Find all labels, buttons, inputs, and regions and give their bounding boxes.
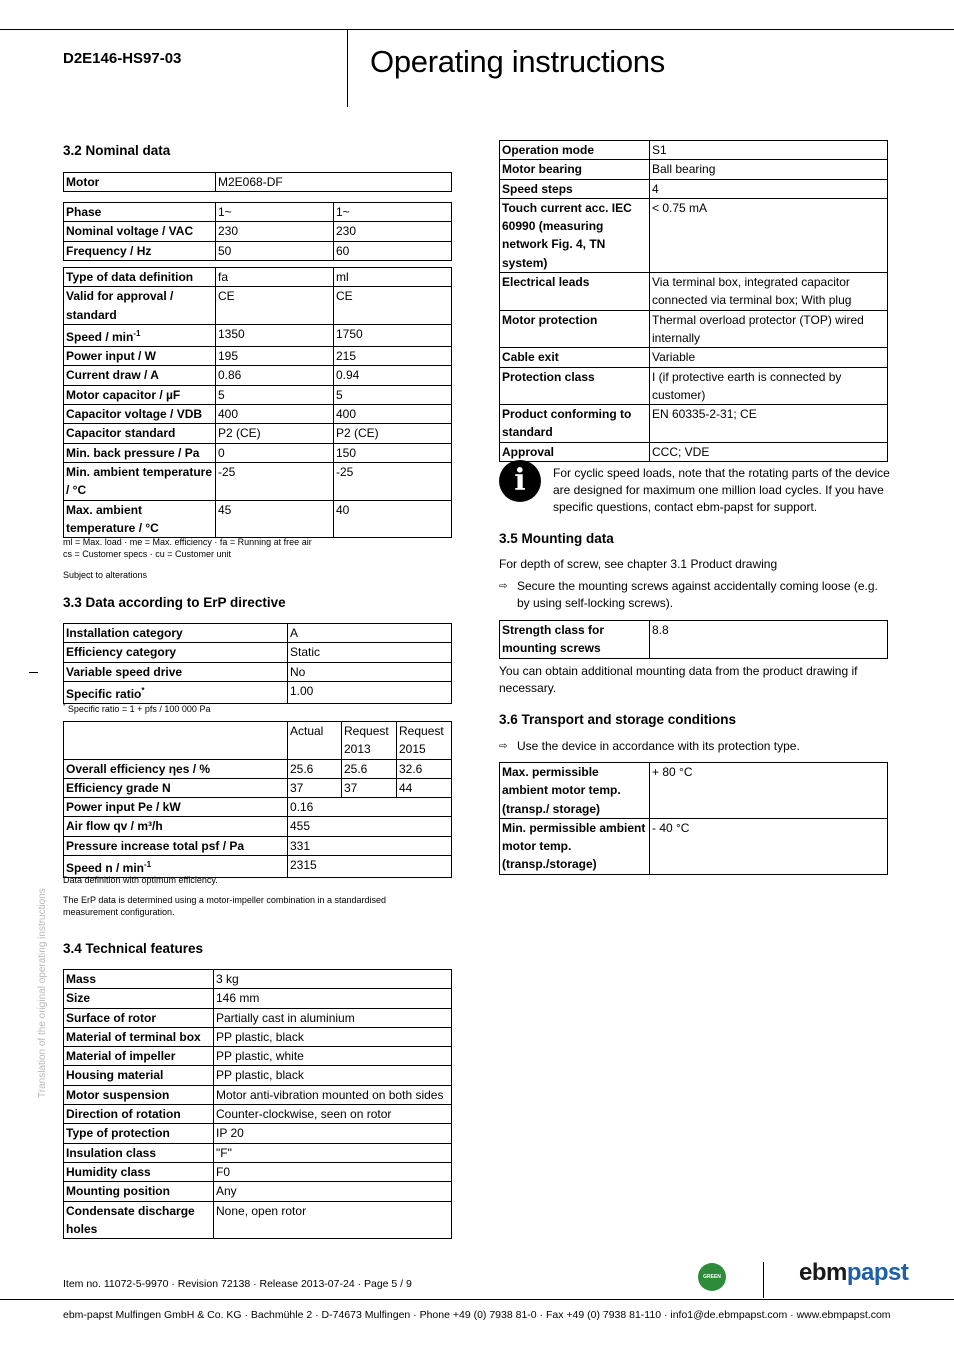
table-value: -25 [216, 462, 334, 500]
table-value: 25.6 [342, 759, 397, 778]
table-row [64, 643, 452, 662]
table-value: 455 [288, 817, 452, 836]
nominal-data-table [63, 267, 452, 538]
table-value: 230 [334, 222, 452, 241]
table-key [64, 624, 288, 643]
table-key-text: Type of protection [66, 1126, 170, 1141]
table-key-superscript: * [141, 685, 145, 695]
table-key [64, 500, 216, 538]
table-value: - 40 °C [650, 818, 888, 874]
footer-logo-divider [763, 1262, 764, 1298]
arrow-icon: ⇨ [499, 741, 508, 752]
table-key-text: Valid for approval / standard [66, 289, 174, 322]
erp-category-table [63, 623, 452, 704]
table-value: S1 [650, 141, 888, 160]
table-key-text: Speed / min [66, 329, 134, 344]
table-value: Variable [650, 348, 888, 367]
ebmpapst-logo: ebmpapst [799, 1259, 909, 1286]
table-value: 5 [334, 385, 452, 404]
table-key-text: Variable speed drive [66, 664, 183, 679]
section-heading-transport: 3.6 Transport and storage conditions [499, 712, 737, 727]
table-value: Counter-clockwise, seen on rotor [214, 1105, 452, 1124]
motor-table [63, 172, 452, 192]
specific-ratio-footnote: * Specific ratio = 1 + pfs / 100 000 Pa [63, 704, 211, 714]
transport-bullet: ⇨ Use the device in accordance with its protection type. [499, 739, 800, 753]
table-value: 0.16 [288, 798, 452, 817]
table-key [64, 778, 288, 797]
table-row [64, 1105, 452, 1124]
table-key-text: Humidity class [66, 1164, 151, 1179]
table-key-text: Pressure increase total psf / Pa [66, 838, 245, 853]
table-row [64, 443, 452, 462]
arrow-icon: ⇨ [499, 581, 508, 592]
table-value: M2E068-DF [216, 173, 452, 192]
table-key [64, 836, 288, 855]
table-row [64, 1182, 452, 1201]
table-value: No [288, 662, 452, 681]
table-row [64, 324, 452, 346]
table-row [64, 1085, 452, 1104]
table-value: 1.00 [288, 681, 452, 703]
table-key-text: Motor bearing [502, 162, 582, 177]
table-value: Partially cast in aluminium [214, 1008, 452, 1027]
table-key-text: Speed n / min [66, 861, 145, 876]
table-value: A [288, 624, 452, 643]
legend-line-2: cs = Customer specs · cu = Customer unit [63, 549, 232, 559]
table-key-text: Cable exit [502, 350, 559, 365]
table-value: 146 mm [214, 989, 452, 1008]
table-key [64, 1162, 214, 1181]
table-key-text: Min. back pressure / Pa [66, 445, 200, 460]
table-value: 230 [216, 222, 334, 241]
table-key [64, 662, 288, 681]
table-key [64, 1105, 214, 1124]
table-value: 5 [216, 385, 334, 404]
table-key [64, 970, 214, 989]
table-key-text: Min. ambient temperature / °C [66, 464, 213, 498]
table-value: 44 [397, 778, 452, 797]
table-value: 40 [334, 500, 452, 538]
section-heading-technical: 3.4 Technical features [63, 941, 204, 956]
table-key-text: Housing material [66, 1068, 164, 1083]
footer-company-line: ebm-papst Mulfingen GmbH & Co. KG · Bachmühle 2 · D-74673 Mulfingen · Phone +49 (0) 7938 81-0 · Fax +49 (0) 7938 81-110 · info1@de.ebmpapst.com · www.ebmpapst.com [63, 1309, 891, 1321]
table-value: 8.8 [650, 621, 888, 659]
table-row [64, 1066, 452, 1085]
table-key-text: Material of terminal box [66, 1029, 201, 1044]
table-row [64, 722, 452, 760]
table-row [64, 222, 452, 241]
table-key-text: Speed steps [502, 181, 573, 196]
green-tech-icon: GREEN TECH [698, 1263, 726, 1291]
table-key [64, 287, 216, 325]
mounting-table [499, 620, 888, 659]
transport-table [499, 762, 888, 875]
table-row [64, 970, 452, 989]
column-header: Request 2013 [342, 722, 397, 760]
table-key [64, 268, 216, 287]
table-value: -25 [334, 462, 452, 500]
table-value: Via terminal box, integrated capacitor connected via terminal box; With plug [650, 273, 888, 311]
table-value: PP plastic, black [214, 1066, 452, 1085]
table-value: 25.6 [288, 759, 342, 778]
table-value: 0.86 [216, 366, 334, 385]
table-key [64, 443, 216, 462]
table-row [500, 179, 888, 198]
table-value: 1~ [216, 203, 334, 222]
table-key [64, 222, 216, 241]
table-row [500, 273, 888, 311]
table-row [64, 287, 452, 325]
info-icon: i [499, 460, 541, 502]
table-key [64, 424, 216, 443]
table-value: fa [216, 268, 334, 287]
table-value: ml [334, 268, 452, 287]
erp-note-2: The ErP data is determined using a motor-impeller combination in a standardised measurement configuration. [63, 895, 387, 917]
table-key [500, 179, 650, 198]
table-key-text: Protection class [502, 369, 595, 384]
table-key-text: Surface of rotor [66, 1010, 157, 1025]
table-key-text: Touch current acc. IEC 60990 (measuring network Fig. 4, TN system) [502, 200, 632, 270]
document-title: Operating instructions [370, 44, 665, 79]
table-row [64, 366, 452, 385]
table-row [64, 1027, 452, 1046]
electrical-table [63, 202, 452, 261]
table-key [500, 273, 650, 311]
table-key [64, 1008, 214, 1027]
table-row [64, 1047, 452, 1066]
table-key-text: Motor protection [502, 312, 598, 327]
table-value: 32.6 [397, 759, 452, 778]
table-value: 1350 [216, 324, 334, 346]
table-row [64, 798, 452, 817]
table-key-text: Motor suspension [66, 1087, 170, 1102]
table-value: I (if protective earth is connected by customer) [650, 367, 888, 405]
table-key [500, 818, 650, 874]
table-key [64, 759, 288, 778]
table-key [64, 1047, 214, 1066]
table-key [500, 763, 650, 819]
table-key [64, 366, 216, 385]
subject-note: Subject to alterations [63, 570, 148, 580]
table-key-text: Max. permissible ambient motor temp. (transp./ storage) [502, 765, 621, 816]
table-key-text: Frequency / Hz [66, 243, 152, 258]
table-row [64, 1143, 452, 1162]
table-value: 331 [288, 836, 452, 855]
table-row [64, 1201, 452, 1239]
table-key [500, 367, 650, 405]
table-key [64, 1201, 214, 1239]
table-row [64, 385, 452, 404]
table-key-text: Max. ambient temperature / °C [66, 502, 159, 535]
section-heading-nominal: 3.2 Nominal data [63, 143, 171, 158]
table-key-text: Size [66, 991, 91, 1006]
table-key [64, 347, 216, 366]
table-key-text: Efficiency category [66, 645, 177, 660]
table-value: 1750 [334, 324, 452, 346]
table-row [500, 442, 888, 461]
table-key [64, 1027, 214, 1046]
table-key-text: Material of impeller [66, 1049, 176, 1064]
table-value: 195 [216, 347, 334, 366]
table-row [64, 817, 452, 836]
table-value: P2 (CE) [334, 424, 452, 443]
table-row [64, 268, 452, 287]
table-value: 0 [216, 443, 334, 462]
table-key-text: Nominal voltage / VAC [66, 224, 194, 239]
mounting-bullet: ⇨ Secure the mounting screws against accidentally coming loose (e.g. by using self-locking screws). [499, 579, 878, 610]
table-row [500, 621, 888, 659]
erp-efficiency-table [63, 721, 452, 878]
table-value: 215 [334, 347, 452, 366]
table-value: < 0.75 mA [650, 198, 888, 272]
table-key [64, 405, 216, 424]
table-row [64, 203, 452, 222]
table-key-text: Product conforming to standard [502, 407, 632, 440]
table-value: 60 [334, 241, 452, 260]
side-note: Translation of the original operating instructions [37, 888, 48, 1098]
table-row [64, 836, 452, 855]
section-heading-mounting: 3.5 Mounting data [499, 531, 614, 546]
table-value: 400 [216, 405, 334, 424]
table-row [64, 624, 452, 643]
table-value: P2 (CE) [216, 424, 334, 443]
table-key [500, 141, 650, 160]
table-value: CE [334, 287, 452, 325]
table-key-text: Capacitor standard [66, 426, 176, 441]
header-divider [347, 30, 348, 107]
table-key-text: Current draw / A [66, 368, 159, 383]
mounting-intro: For depth of screw, see chapter 3.1 Product drawing [499, 557, 778, 571]
table-value: 0.94 [334, 366, 452, 385]
table-key-superscript: -1 [144, 860, 152, 870]
table-row [64, 662, 452, 681]
table-row [64, 778, 452, 797]
table-key-text: Air flow qv / m³/h [66, 819, 163, 834]
table-value: None, open rotor [214, 1201, 452, 1239]
table-value: 50 [216, 241, 334, 260]
table-key-text: Overall efficiency ηes / % [66, 761, 211, 776]
column-header: Request 2015 [397, 722, 452, 760]
legend-line-1: ml = Max. load · me = Max. efficiency · fa = Running at free air [63, 537, 312, 547]
table-key [64, 989, 214, 1008]
table-key [64, 1124, 214, 1143]
table-value: EN 60335-2-31; CE [650, 405, 888, 443]
table-key [64, 643, 288, 662]
table-key [500, 442, 650, 461]
table-row [500, 405, 888, 443]
table-key [64, 203, 216, 222]
footer-item-line: Item no. 11072-5-9970 · Revision 72138 · Release 2013-07-24 · Page 5 / 9 [63, 1278, 412, 1290]
table-row [64, 1162, 452, 1181]
table-key-text: Condensate discharge holes [66, 1203, 195, 1236]
section-heading-erp: 3.3 Data according to ErP directive [63, 595, 286, 610]
table-key [64, 798, 288, 817]
table-key-text: Efficiency grade N [66, 780, 171, 795]
table-value: 150 [334, 443, 452, 462]
table-value: CCC; VDE [650, 442, 888, 461]
table-key-text: Power input / W [66, 349, 156, 364]
model-number: D2E146-HS97-03 [63, 50, 182, 67]
table-row [64, 241, 452, 260]
table-key-text: Motor capacitor / µF [66, 387, 181, 402]
footer-rule [0, 1299, 954, 1300]
table-row [500, 348, 888, 367]
table-key-text: Capacitor voltage / VDB [66, 407, 203, 422]
table-key-text: Direction of rotation [66, 1107, 181, 1122]
table-value: IP 20 [214, 1124, 452, 1143]
table-key [64, 1066, 214, 1085]
table-key: Motor [64, 173, 216, 192]
table-key [64, 1085, 214, 1104]
table-key-text: Phase [66, 205, 102, 219]
table-key [64, 1182, 214, 1201]
table-key [500, 348, 650, 367]
table-row [64, 989, 452, 1008]
table-value: PP plastic, black [214, 1027, 452, 1046]
table-value: Ball bearing [650, 160, 888, 179]
table-key [64, 1143, 214, 1162]
table-row [500, 160, 888, 179]
table-row [64, 500, 452, 538]
table-key: Strength class for mounting screws [500, 621, 650, 659]
info-note: For cyclic speed loads, note that the rotating parts of the device are designed for maximum one million load cycles. If you have specific questions, contact ebm-papst for support. [553, 466, 890, 514]
table-key-text: Mass [66, 972, 97, 986]
table-value: + 80 °C [650, 763, 888, 819]
table-value: PP plastic, white [214, 1047, 452, 1066]
table-row [64, 1124, 452, 1143]
table-value: 3 kg [214, 970, 452, 989]
table-row [64, 173, 452, 192]
table-key [500, 160, 650, 179]
table-key [500, 310, 650, 348]
table-row [500, 367, 888, 405]
table-row [64, 405, 452, 424]
table-value: Motor anti-vibration mounted on both sides [214, 1085, 452, 1104]
table-value: "F" [214, 1143, 452, 1162]
table-key-text: Specific ratio [66, 686, 142, 701]
table-value: 45 [216, 500, 334, 538]
column-header: Actual [288, 722, 342, 760]
table-key [64, 462, 216, 500]
table-key-superscript: -1 [133, 328, 141, 338]
table-key [500, 198, 650, 272]
table-value: 400 [334, 405, 452, 424]
table-key-text: Operation mode [502, 143, 595, 157]
table-row [500, 141, 888, 160]
fold-mark [29, 672, 38, 673]
table-key-text: Mounting position [66, 1184, 170, 1199]
mounting-additional: You can obtain additional mounting data from the product drawing if necessary. [499, 664, 858, 695]
table-key-text: Approval [502, 444, 555, 459]
table-value: 37 [342, 778, 397, 797]
table-key [64, 817, 288, 836]
table-value: F0 [214, 1162, 452, 1181]
table-row [500, 198, 888, 272]
table-key-text: Electrical leads [502, 275, 590, 290]
table-key-text: Power input Pe / kW [66, 800, 181, 815]
table-key [64, 385, 216, 404]
table-row [64, 759, 452, 778]
table-row [64, 424, 452, 443]
table-value: Thermal overload protector (TOP) wired internally [650, 310, 888, 348]
technical-features-table [63, 969, 452, 1239]
table-value: CE [216, 287, 334, 325]
table-value: 37 [288, 778, 342, 797]
table-value: 2315 [288, 856, 452, 878]
table-row [500, 763, 888, 819]
table-key-text: Installation category [66, 626, 183, 640]
table-value: 4 [650, 179, 888, 198]
table-key [64, 241, 216, 260]
table-key [64, 324, 216, 346]
table-key-text: Type of data definition [66, 270, 194, 284]
table-value: Static [288, 643, 452, 662]
table-key-text: Min. permissible ambient motor temp. (transp./storage) [502, 820, 646, 872]
header-top-rule [0, 29, 954, 30]
operation-table [499, 140, 888, 462]
table-value: 1~ [334, 203, 452, 222]
table-row [500, 818, 888, 874]
table-row [64, 347, 452, 366]
table-row [500, 310, 888, 348]
erp-note-1: Data definition with optimum efficiency. [63, 875, 218, 885]
table-row [64, 462, 452, 500]
table-row [64, 1008, 452, 1027]
table-key-text: Insulation class [66, 1145, 157, 1160]
table-key [500, 405, 650, 443]
table-value: Any [214, 1182, 452, 1201]
